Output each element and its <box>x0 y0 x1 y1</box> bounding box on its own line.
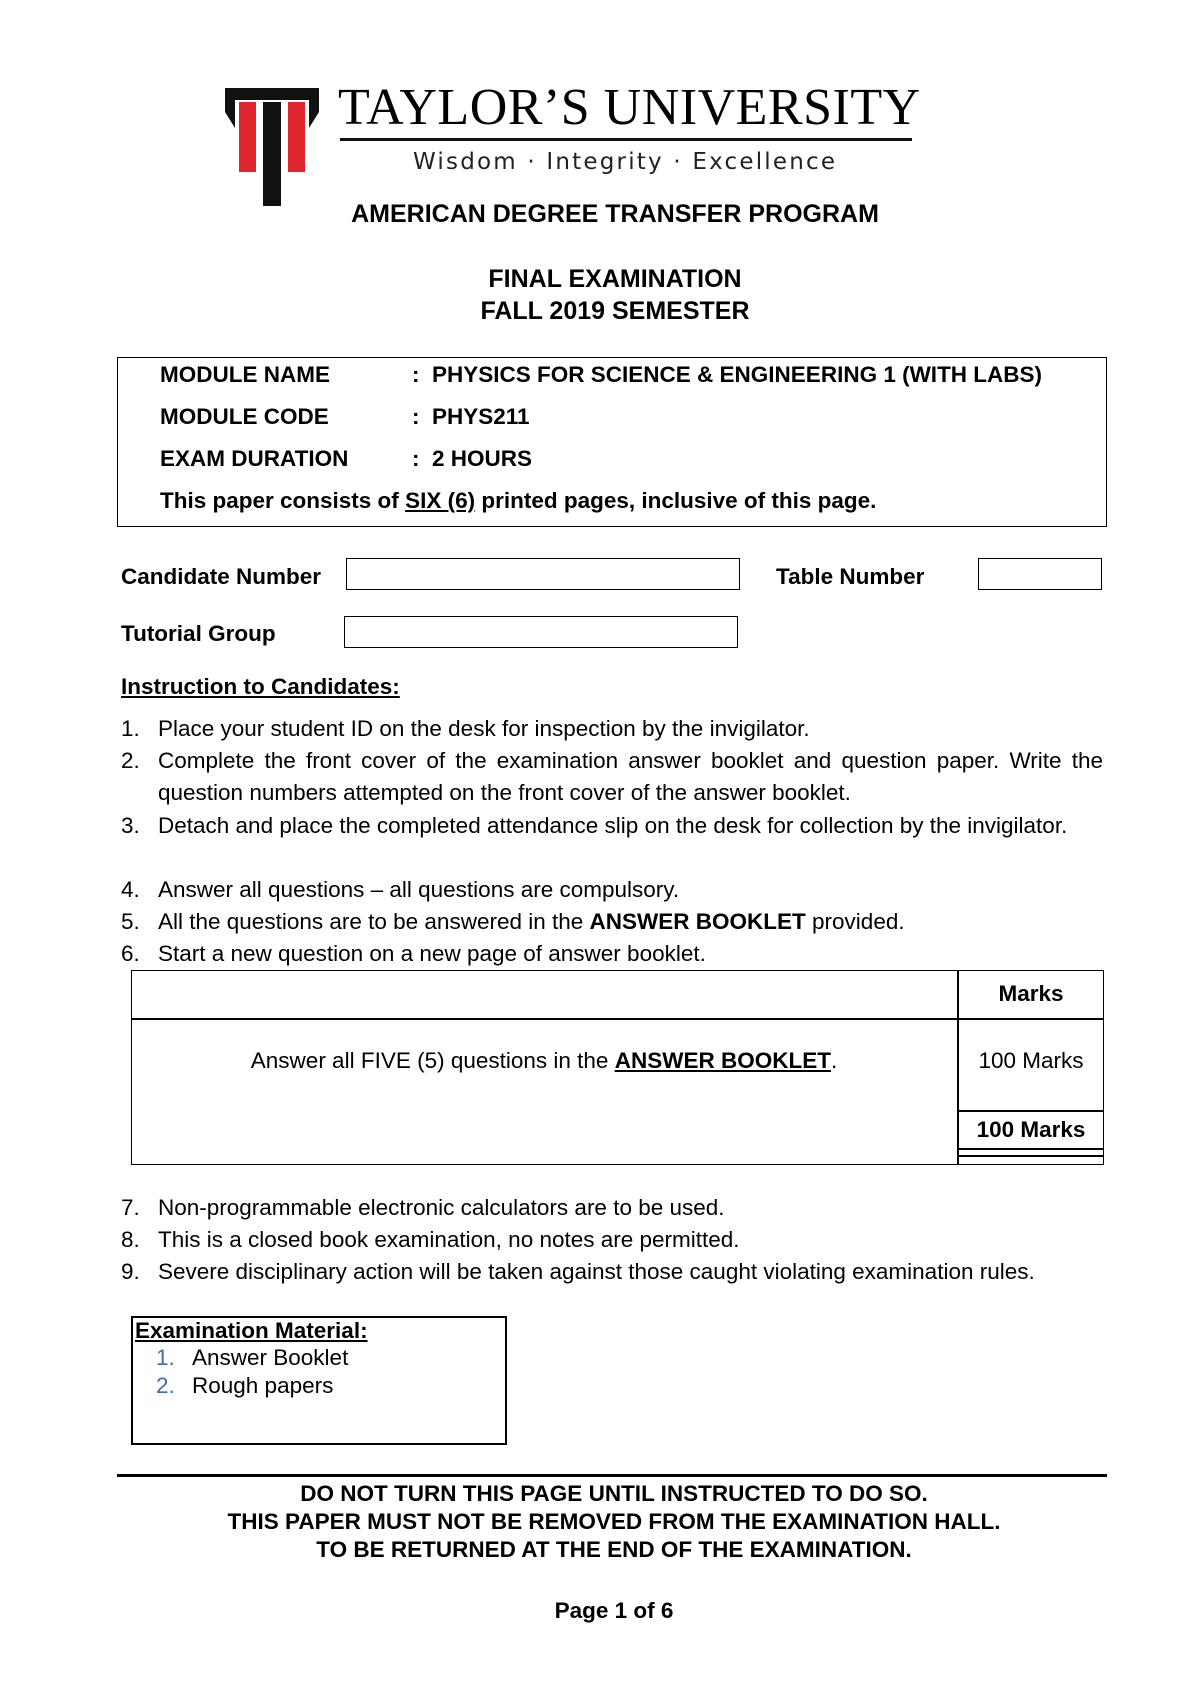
exam-title: FINAL EXAMINATION <box>488 265 742 293</box>
instruction-item <box>121 874 1103 906</box>
marks-total: 100 Marks <box>976 1117 1086 1142</box>
instruction-number: 7. <box>121 1195 140 1220</box>
footer-notice-1: DO NOT TURN THIS PAGE UNTIL INSTRUCTED TO DO SO. <box>300 1481 928 1506</box>
instruction-item <box>121 713 1103 745</box>
instruction-number: 5. <box>121 909 140 934</box>
material-number: 1. <box>156 1345 175 1370</box>
material-item <box>156 1373 333 1399</box>
instruction-item <box>121 745 1103 809</box>
module-code-label: MODULE CODE <box>160 404 329 429</box>
page-count-post: printed pages, inclusive of this page. <box>475 488 877 513</box>
logo-divider <box>340 138 912 141</box>
program-title: AMERICAN DEGREE TRANSFER PROGRAM <box>351 200 879 228</box>
page-count-value: SIX (6) <box>405 488 476 513</box>
table-number-label: Table Number <box>776 564 925 589</box>
instruction-item <box>121 906 1103 938</box>
instruction-text-pre: All the questions are to be answered in the <box>158 909 590 934</box>
table-number-field[interactable] <box>978 558 1102 590</box>
exam-duration-label: EXAM DURATION <box>160 446 349 471</box>
university-logo-mark-icon <box>225 88 319 206</box>
footer-divider <box>117 1474 1107 1477</box>
instruction-text: Complete the front cover of the examination answer booklet and question paper. Write the question numbers attempted on the front cover of the answer booklet. <box>158 748 1103 805</box>
page-number: Page 1 of 6 <box>554 1598 674 1623</box>
instruction-text: This is a closed book examination, no notes are permitted. <box>158 1227 740 1252</box>
module-name-row <box>160 362 1042 388</box>
material-text: Rough papers <box>192 1373 334 1398</box>
instruction-number: 8. <box>121 1227 140 1252</box>
marks-column-header: Marks <box>998 981 1064 1006</box>
table-divider <box>957 1148 1104 1150</box>
instruction-number: 4. <box>121 877 140 902</box>
answer-booklet-emphasis: ANSWER BOOKLET <box>589 909 806 934</box>
instruction-number: 6. <box>121 941 140 966</box>
instruction-item <box>121 938 1103 970</box>
marks-row-value: 100 Marks <box>978 1048 1084 1073</box>
instruction-item <box>121 1256 1121 1288</box>
marks-row-post: . <box>830 1048 838 1073</box>
instruction-number: 3. <box>121 813 140 838</box>
separator: : <box>412 404 420 429</box>
instruction-text: Place your student ID on the desk for inspection by the invigilator. <box>158 716 810 741</box>
instruction-text <box>158 906 1103 938</box>
candidate-number-field[interactable] <box>346 558 740 590</box>
answer-booklet-emphasis: ANSWER BOOKLET <box>614 1048 831 1073</box>
tutorial-group-label: Tutorial Group <box>121 621 276 646</box>
module-name-label: MODULE NAME <box>160 362 330 387</box>
instruction-text: Detach and place the completed attendance slip on the desk for collection by the invigilator. <box>158 813 1068 838</box>
instruction-number: 2. <box>121 748 140 773</box>
instruction-text: Non-programmable electronic calculators are to be used. <box>158 1195 725 1220</box>
table-divider <box>957 1110 1104 1112</box>
page-count-note <box>160 488 876 514</box>
instruction-item <box>121 1224 1103 1256</box>
university-tagline: Wisdom · Integrity · Excellence <box>413 149 838 175</box>
module-code-value: PHYS211 <box>432 404 530 429</box>
instruction-item <box>121 810 1103 842</box>
separator: : <box>412 446 420 471</box>
exam-semester: FALL 2019 SEMESTER <box>480 297 750 325</box>
instruction-item <box>121 1192 1103 1224</box>
material-number: 2. <box>156 1373 175 1398</box>
material-text: Answer Booklet <box>192 1345 349 1370</box>
footer-notice-2: THIS PAPER MUST NOT BE REMOVED FROM THE EXAMINATION HALL. <box>227 1509 1001 1534</box>
tutorial-group-field[interactable] <box>344 616 738 648</box>
table-divider <box>957 1155 1104 1157</box>
instruction-number: 9. <box>121 1259 140 1284</box>
exam-duration-value: 2 HOURS <box>432 446 533 471</box>
material-item <box>156 1345 348 1371</box>
instruction-text: Start a new question on a new page of answer booklet. <box>158 941 706 966</box>
instruction-text: Severe disciplinary action will be taken against those caught violating examination rules. <box>158 1259 1035 1284</box>
instructions-heading: Instruction to Candidates: <box>121 674 400 699</box>
instruction-number: 1. <box>121 716 140 741</box>
marks-row-description <box>131 1048 957 1074</box>
module-code-row <box>160 404 530 430</box>
separator: : <box>412 362 420 387</box>
instruction-text-post: provided. <box>805 909 905 934</box>
module-name-value: PHYSICS FOR SCIENCE & ENGINEERING 1 (WITH LABS) <box>432 362 1043 387</box>
candidate-number-label: Candidate Number <box>121 564 322 589</box>
footer-notice-3: TO BE RETURNED AT THE END OF THE EXAMINATION. <box>316 1537 912 1562</box>
instruction-text: Answer all questions – all questions are compulsory. <box>158 877 680 902</box>
university-name: TAYLOR’S UNIVERSITY <box>338 79 921 136</box>
table-divider <box>131 1018 1104 1020</box>
page-count-pre: This paper consists of <box>160 488 406 513</box>
examination-material-heading: Examination Material: <box>135 1318 368 1343</box>
marks-row-pre: Answer all FIVE (5) questions in the <box>250 1048 615 1073</box>
exam-duration-row <box>160 446 532 472</box>
